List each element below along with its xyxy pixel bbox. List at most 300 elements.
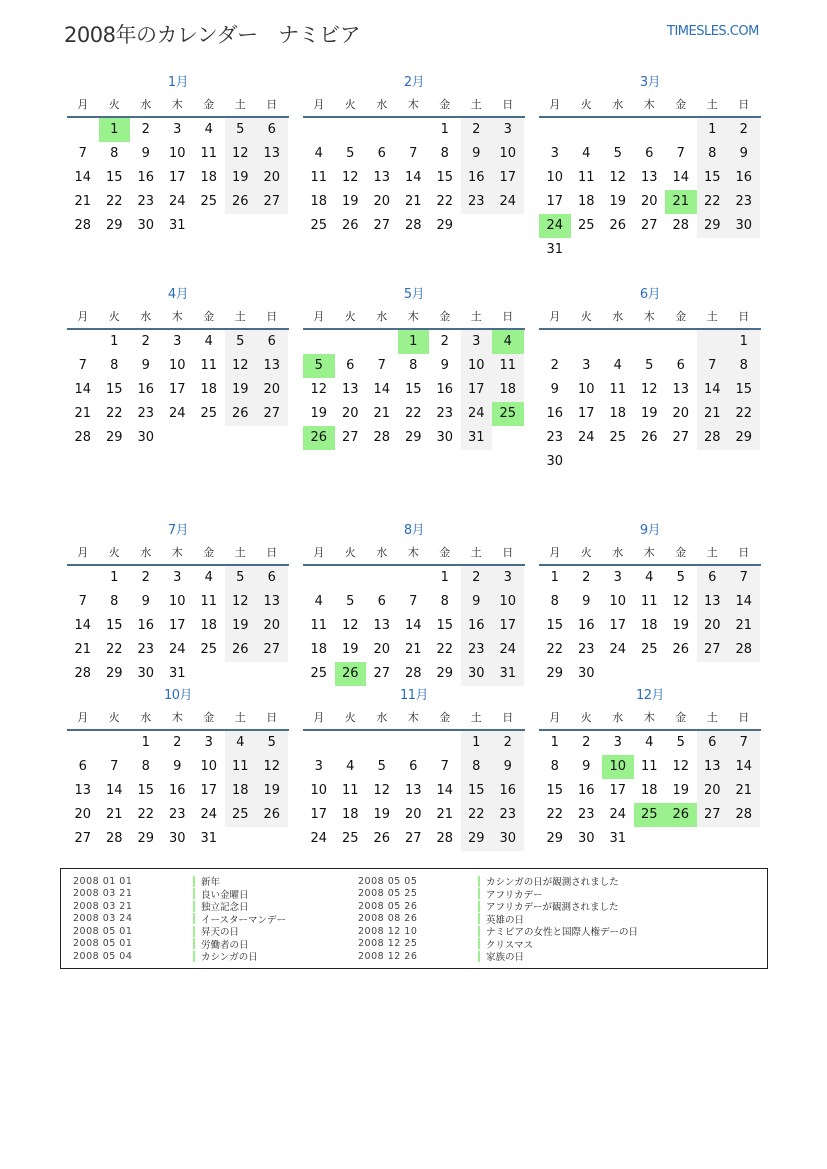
day-cell: 21 xyxy=(74,642,92,657)
holiday-row xyxy=(358,875,638,888)
day-cell: 30 xyxy=(461,662,493,686)
day-cell: 31 xyxy=(200,831,218,846)
day-cell: 4 xyxy=(204,334,213,349)
week-row xyxy=(67,354,289,378)
empty-day-cell xyxy=(697,330,729,354)
day-cell: 29 xyxy=(436,218,454,233)
day-cell: 26 xyxy=(335,662,367,686)
empty-day-cell xyxy=(665,330,697,354)
day-cell: 10 xyxy=(602,755,634,779)
day-cell: 7 xyxy=(676,146,685,161)
day-cell: 29 xyxy=(546,831,564,846)
day-cell: 8 xyxy=(409,358,418,373)
day-cell: 8 xyxy=(141,759,150,774)
day-cell: 6 xyxy=(78,759,87,774)
day-cell: 29 xyxy=(404,430,422,445)
week-row xyxy=(539,118,761,142)
day-cell: 9 xyxy=(141,594,150,609)
holiday-name: 家族の日 xyxy=(486,952,525,964)
day-cell: 30 xyxy=(137,666,155,681)
day-cell: 14 xyxy=(74,618,92,633)
day-cell: 22 xyxy=(546,807,564,822)
empty-day-cell xyxy=(335,118,367,142)
week-row xyxy=(67,142,289,166)
day-cell: 5 xyxy=(225,330,257,354)
day-cell: 20 xyxy=(74,807,92,822)
weekday-label: 水 xyxy=(376,98,388,111)
day-cell: 1 xyxy=(461,731,493,755)
day-cell: 5 xyxy=(256,731,288,755)
empty-day-cell xyxy=(665,238,697,262)
empty-day-cell xyxy=(697,238,729,262)
day-cell: 29 xyxy=(461,827,493,851)
day-cell: 4 xyxy=(314,594,323,609)
week-row xyxy=(303,662,525,686)
day-cell: 17 xyxy=(461,378,493,402)
month-title: 5月 xyxy=(403,287,425,302)
weekday-header xyxy=(303,94,525,118)
weekday-label: 日 xyxy=(266,98,278,111)
day-cell: 11 xyxy=(200,358,218,373)
day-cell: 5 xyxy=(346,594,355,609)
day-cell: 6 xyxy=(697,566,729,590)
week-row xyxy=(303,118,525,142)
day-cell: 24 xyxy=(200,807,218,822)
day-cell: 17 xyxy=(200,783,218,798)
empty-day-cell xyxy=(728,450,760,474)
holiday-date: 2008 05 26 xyxy=(358,900,418,912)
day-cell: 17 xyxy=(492,166,524,190)
weekday-label: 木 xyxy=(171,98,183,111)
day-cell: 17 xyxy=(577,406,595,421)
weekday-label: 木 xyxy=(407,310,419,323)
day-cell: 4 xyxy=(645,735,654,750)
day-cell: 3 xyxy=(173,334,182,349)
day-cell: 31 xyxy=(546,242,564,257)
holiday-marker xyxy=(193,938,195,949)
day-cell: 24 xyxy=(310,831,328,846)
week-row xyxy=(303,803,525,827)
holiday-date: 2008 01 01 xyxy=(73,875,133,887)
weekday-header xyxy=(303,542,525,566)
empty-day-cell xyxy=(225,426,257,450)
weekday-label: 土 xyxy=(706,546,718,559)
week-row xyxy=(67,755,289,779)
day-cell: 5 xyxy=(225,566,257,590)
day-cell: 12 xyxy=(672,759,690,774)
holiday-date: 2008 05 05 xyxy=(358,875,418,887)
day-cell: 26 xyxy=(225,402,257,426)
day-cell: 2 xyxy=(582,735,591,750)
day-cell: 21 xyxy=(373,406,391,421)
holiday-marker xyxy=(193,926,195,937)
day-cell: 20 xyxy=(256,166,288,190)
weekday-label: 火 xyxy=(344,711,356,724)
weekday-label: 金 xyxy=(203,98,215,111)
weekday-label: 土 xyxy=(234,711,246,724)
day-cell: 12 xyxy=(341,170,359,185)
weekday-label: 水 xyxy=(376,310,388,323)
weekday-label: 土 xyxy=(470,546,482,559)
empty-day-cell xyxy=(256,827,288,851)
weekday-label: 土 xyxy=(234,310,246,323)
day-cell: 15 xyxy=(697,166,729,190)
weekday-label: 火 xyxy=(344,98,356,111)
day-cell: 22 xyxy=(105,194,123,209)
day-cell: 15 xyxy=(436,618,454,633)
day-cell: 16 xyxy=(577,618,595,633)
day-cell: 4 xyxy=(225,731,257,755)
day-cell: 19 xyxy=(672,618,690,633)
empty-day-cell xyxy=(634,450,666,474)
day-cell: 23 xyxy=(492,803,524,827)
day-cell: 20 xyxy=(672,406,690,421)
month-title: 3月 xyxy=(639,75,661,90)
week-row xyxy=(539,755,761,779)
weekday-label: 火 xyxy=(580,310,592,323)
week-row xyxy=(539,238,761,262)
week-row xyxy=(67,614,289,638)
weekday-label: 水 xyxy=(376,711,388,724)
empty-day-cell xyxy=(193,426,225,450)
empty-day-cell xyxy=(67,566,99,590)
month-10 xyxy=(67,685,289,851)
day-cell: 12 xyxy=(256,755,288,779)
day-cell: 26 xyxy=(256,803,288,827)
day-cell: 20 xyxy=(256,378,288,402)
day-cell: 1 xyxy=(398,330,430,354)
day-cell: 3 xyxy=(613,735,622,750)
day-cell: 13 xyxy=(373,170,391,185)
day-cell: 11 xyxy=(640,594,658,609)
day-cell: 22 xyxy=(105,406,123,421)
week-row xyxy=(303,827,525,851)
day-cell: 16 xyxy=(461,166,493,190)
day-cell: 12 xyxy=(310,382,328,397)
weekday-label: 水 xyxy=(376,546,388,559)
day-cell: 28 xyxy=(74,430,92,445)
day-cell: 16 xyxy=(137,382,155,397)
week-row xyxy=(303,638,525,662)
holiday-name: アフリカデー xyxy=(486,889,543,901)
day-cell: 25 xyxy=(577,218,595,233)
day-cell: 3 xyxy=(613,570,622,585)
holiday-row xyxy=(358,938,638,951)
day-cell: 30 xyxy=(577,831,595,846)
holiday-marker xyxy=(193,951,195,962)
day-cell: 2 xyxy=(461,566,493,590)
day-cell: 18 xyxy=(310,642,328,657)
day-cell: 18 xyxy=(225,779,257,803)
weekday-label: 木 xyxy=(643,711,655,724)
day-cell: 24 xyxy=(609,642,627,657)
weekday-label: 日 xyxy=(738,98,750,111)
day-cell: 15 xyxy=(546,783,564,798)
day-cell: 15 xyxy=(436,170,454,185)
weekday-label: 金 xyxy=(675,98,687,111)
empty-day-cell xyxy=(602,662,634,686)
day-cell: 11 xyxy=(310,618,328,633)
month-3 xyxy=(539,72,761,262)
weekday-label: 火 xyxy=(580,98,592,111)
day-cell: 5 xyxy=(377,759,386,774)
day-cell: 14 xyxy=(373,382,391,397)
day-cell: 2 xyxy=(550,358,559,373)
day-cell: 1 xyxy=(110,570,119,585)
weekday-label: 金 xyxy=(439,711,451,724)
day-cell: 15 xyxy=(105,170,123,185)
empty-day-cell xyxy=(602,118,634,142)
day-cell: 25 xyxy=(200,642,218,657)
weekday-label: 水 xyxy=(612,711,624,724)
weekday-label: 水 xyxy=(612,310,624,323)
day-cell: 10 xyxy=(310,783,328,798)
day-cell: 3 xyxy=(173,122,182,137)
weekday-label: 金 xyxy=(439,546,451,559)
holiday-row xyxy=(358,888,638,901)
week-row xyxy=(539,142,761,166)
weekday-label: 土 xyxy=(234,98,246,111)
day-cell: 16 xyxy=(461,614,493,638)
holiday-marker xyxy=(478,876,480,887)
day-cell: 8 xyxy=(550,759,559,774)
day-cell: 20 xyxy=(404,807,422,822)
day-cell: 6 xyxy=(346,358,355,373)
day-cell: 5 xyxy=(645,358,654,373)
day-cell: 27 xyxy=(256,190,288,214)
empty-day-cell xyxy=(728,238,760,262)
day-cell: 31 xyxy=(168,666,186,681)
day-cell: 7 xyxy=(377,358,386,373)
day-cell: 18 xyxy=(200,618,218,633)
weekday-label: 日 xyxy=(502,98,514,111)
holiday-row xyxy=(358,950,638,963)
month-title: 8月 xyxy=(403,523,425,538)
week-row xyxy=(303,354,525,378)
day-cell: 9 xyxy=(141,358,150,373)
weekday-header xyxy=(539,94,761,118)
empty-day-cell xyxy=(634,330,666,354)
day-cell: 30 xyxy=(728,214,760,238)
day-cell: 4 xyxy=(204,570,213,585)
day-cell: 7 xyxy=(78,358,87,373)
day-cell: 7 xyxy=(728,566,760,590)
week-row xyxy=(67,378,289,402)
week-row xyxy=(67,827,289,851)
day-cell: 25 xyxy=(225,803,257,827)
week-row xyxy=(303,779,525,803)
day-cell: 27 xyxy=(256,402,288,426)
day-cell: 22 xyxy=(137,807,155,822)
day-cell: 22 xyxy=(728,402,760,426)
day-cell: 27 xyxy=(697,638,729,662)
day-cell: 24 xyxy=(168,642,186,657)
day-cell: 29 xyxy=(546,666,564,681)
day-cell: 21 xyxy=(436,807,454,822)
weekday-label: 日 xyxy=(266,711,278,724)
week-row xyxy=(539,330,761,354)
day-cell: 27 xyxy=(373,666,391,681)
weekday-label: 火 xyxy=(108,711,120,724)
weekday-label: 日 xyxy=(266,310,278,323)
day-cell: 24 xyxy=(539,214,571,238)
day-cell: 26 xyxy=(609,218,627,233)
day-cell: 25 xyxy=(341,831,359,846)
weekday-label: 月 xyxy=(313,310,325,323)
day-cell: 7 xyxy=(697,354,729,378)
day-cell: 17 xyxy=(168,382,186,397)
day-cell: 20 xyxy=(697,614,729,638)
holiday-row xyxy=(358,913,638,926)
day-cell: 22 xyxy=(105,642,123,657)
day-cell: 13 xyxy=(404,783,422,798)
holiday-row xyxy=(73,925,286,938)
day-cell: 8 xyxy=(110,146,119,161)
empty-day-cell xyxy=(256,426,288,450)
day-cell: 22 xyxy=(697,190,729,214)
weekday-label: 日 xyxy=(502,310,514,323)
holiday-name: クリスマス xyxy=(486,939,534,951)
day-cell: 18 xyxy=(200,170,218,185)
day-cell: 8 xyxy=(110,594,119,609)
day-cell: 11 xyxy=(341,783,359,798)
holiday-row xyxy=(73,900,286,913)
day-cell: 19 xyxy=(672,783,690,798)
empty-day-cell xyxy=(398,118,430,142)
empty-day-cell xyxy=(492,426,524,450)
day-cell: 16 xyxy=(728,166,760,190)
holiday-marker xyxy=(478,938,480,949)
empty-day-cell xyxy=(303,330,335,354)
week-row xyxy=(67,590,289,614)
day-cell: 30 xyxy=(137,218,155,233)
day-cell: 13 xyxy=(697,590,729,614)
day-cell: 3 xyxy=(461,330,493,354)
empty-day-cell xyxy=(539,330,571,354)
day-cell: 5 xyxy=(225,118,257,142)
day-cell: 30 xyxy=(492,827,524,851)
day-cell: 30 xyxy=(436,430,454,445)
day-cell: 27 xyxy=(640,218,658,233)
day-cell: 1 xyxy=(550,570,559,585)
day-cell: 4 xyxy=(645,570,654,585)
weekday-label: 水 xyxy=(140,546,152,559)
empty-day-cell xyxy=(366,118,398,142)
day-cell: 14 xyxy=(436,783,454,798)
week-row xyxy=(539,638,761,662)
day-cell: 23 xyxy=(137,194,155,209)
weekday-label: 月 xyxy=(313,98,325,111)
day-cell: 9 xyxy=(173,759,182,774)
weekday-label: 日 xyxy=(502,711,514,724)
day-cell: 20 xyxy=(341,406,359,421)
weekday-label: 火 xyxy=(108,310,120,323)
day-cell: 15 xyxy=(404,382,422,397)
site-logo-text[interactable]: TIMESLES.COM xyxy=(667,24,759,39)
day-cell: 14 xyxy=(728,755,760,779)
holiday-date: 2008 03 24 xyxy=(73,913,133,925)
day-cell: 26 xyxy=(640,430,658,445)
day-cell: 16 xyxy=(137,170,155,185)
week-row xyxy=(303,378,525,402)
weekday-label: 月 xyxy=(549,711,561,724)
day-cell: 29 xyxy=(137,831,155,846)
week-row xyxy=(539,803,761,827)
day-cell: 21 xyxy=(74,194,92,209)
day-cell: 13 xyxy=(341,382,359,397)
weekday-label: 火 xyxy=(344,310,356,323)
day-cell: 6 xyxy=(256,118,288,142)
empty-day-cell xyxy=(162,426,194,450)
month-5 xyxy=(303,284,525,450)
day-cell: 2 xyxy=(440,334,449,349)
day-cell: 24 xyxy=(577,430,595,445)
empty-day-cell xyxy=(697,450,729,474)
day-cell: 24 xyxy=(168,194,186,209)
day-cell: 15 xyxy=(728,378,760,402)
day-cell: 28 xyxy=(373,430,391,445)
day-cell: 16 xyxy=(577,783,595,798)
day-cell: 17 xyxy=(492,614,524,638)
day-cell: 18 xyxy=(609,406,627,421)
day-cell: 10 xyxy=(609,594,627,609)
page-title: 2008年のカレンダー ナミビア xyxy=(64,23,361,47)
day-cell: 27 xyxy=(697,803,729,827)
holiday-marker xyxy=(478,951,480,962)
day-cell: 18 xyxy=(492,378,524,402)
day-cell: 15 xyxy=(546,618,564,633)
month-title: 6月 xyxy=(639,287,661,302)
empty-day-cell xyxy=(634,118,666,142)
day-cell: 25 xyxy=(200,406,218,421)
holiday-date: 2008 12 25 xyxy=(358,938,418,950)
weekday-label: 水 xyxy=(612,98,624,111)
empty-day-cell xyxy=(571,330,603,354)
day-cell: 16 xyxy=(492,779,524,803)
day-cell: 12 xyxy=(225,142,257,166)
week-row xyxy=(67,779,289,803)
holiday-marker xyxy=(478,913,480,924)
weekday-label: 月 xyxy=(77,546,89,559)
holiday-row xyxy=(73,938,286,951)
weekday-label: 土 xyxy=(470,711,482,724)
holiday-date: 2008 05 04 xyxy=(73,950,133,962)
empty-day-cell xyxy=(634,827,666,851)
day-cell: 24 xyxy=(492,190,524,214)
day-cell: 23 xyxy=(168,807,186,822)
day-cell: 4 xyxy=(613,358,622,373)
week-row xyxy=(539,402,761,426)
day-cell: 26 xyxy=(225,638,257,662)
day-cell: 14 xyxy=(105,783,123,798)
weekday-header xyxy=(539,306,761,330)
empty-day-cell xyxy=(398,566,430,590)
day-cell: 23 xyxy=(137,406,155,421)
holiday-name: カシンガの日が観測されました xyxy=(486,877,619,889)
holiday-name: 昇天の日 xyxy=(201,927,240,939)
empty-day-cell xyxy=(335,566,367,590)
week-row xyxy=(539,166,761,190)
holiday-date: 2008 05 01 xyxy=(73,938,133,950)
day-cell: 12 xyxy=(672,594,690,609)
holiday-row xyxy=(358,900,638,913)
day-cell: 18 xyxy=(310,194,328,209)
day-cell: 17 xyxy=(168,618,186,633)
day-cell: 2 xyxy=(728,118,760,142)
month-title: 7月 xyxy=(167,523,189,538)
day-cell: 9 xyxy=(440,358,449,373)
weekday-label: 日 xyxy=(738,546,750,559)
